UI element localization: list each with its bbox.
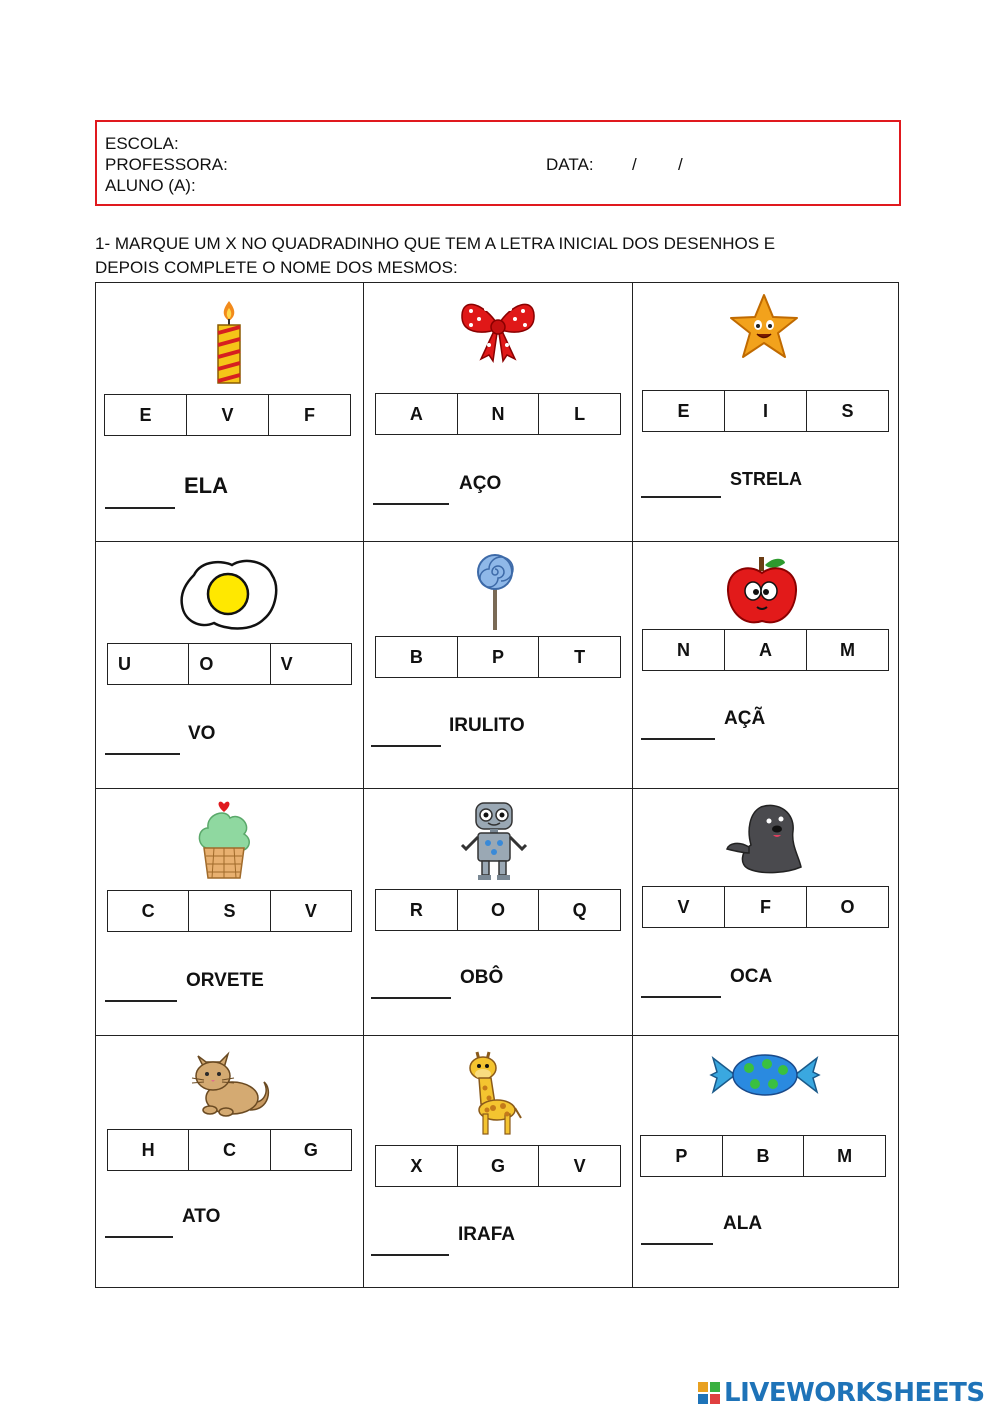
letter-boxes (642, 886, 889, 928)
letter-box[interactable]: F (304, 404, 315, 425)
cat-icon (190, 1048, 272, 1118)
letter-boxes (640, 1135, 886, 1177)
letter-box[interactable]: S (189, 891, 270, 931)
answer-blank[interactable] (641, 996, 721, 998)
cell-robot (364, 789, 633, 1036)
cell-ice-cream (96, 789, 364, 1036)
letter-box[interactable]: V (280, 653, 293, 674)
letter-box[interactable]: O (189, 644, 270, 684)
apple-icon (725, 555, 799, 627)
letter-box[interactable]: E (105, 395, 187, 435)
cell-lollipop (364, 542, 633, 789)
escola-label: ESCOLA: (105, 134, 179, 153)
letter-box[interactable]: Q (572, 899, 587, 920)
star-icon (729, 293, 799, 361)
letter-box[interactable]: T (574, 646, 586, 667)
letter-box[interactable]: P (641, 1136, 723, 1176)
letter-box[interactable]: V (304, 900, 317, 921)
answer-blank[interactable] (641, 496, 721, 498)
letter-boxes (107, 1129, 352, 1171)
letter-box[interactable]: V (187, 395, 269, 435)
letter-box[interactable]: H (108, 1130, 189, 1170)
letter-box[interactable]: F (725, 887, 807, 927)
letter-box[interactable]: R (376, 890, 458, 930)
word-ending: OCA (730, 966, 773, 987)
robot-icon (460, 799, 528, 881)
cell-giraffe (364, 1036, 633, 1287)
letter-box[interactable]: O (840, 896, 855, 917)
word-ending: IRAFA (458, 1224, 515, 1245)
logo-text: LIVEWORKSHEETS (724, 1378, 985, 1408)
word-ending: AÇO (459, 473, 502, 494)
cell-star (633, 283, 899, 542)
answer-blank[interactable] (105, 507, 175, 509)
letter-box[interactable]: B (376, 637, 458, 677)
letter-box[interactable]: N (458, 394, 540, 434)
aluno-label: ALUNO (A): (105, 176, 196, 195)
letter-box[interactable]: L (574, 403, 586, 424)
liveworksheets-logo (698, 1378, 985, 1408)
cell-apple (633, 542, 899, 789)
letter-box[interactable]: O (458, 890, 540, 930)
cell-candy (633, 1036, 899, 1287)
candy-icon (709, 1052, 821, 1098)
letter-box[interactable]: N (643, 630, 725, 670)
letter-boxes (375, 393, 621, 435)
date-slash-1: / (632, 155, 637, 174)
word-ending: ELA (184, 473, 228, 498)
letter-box[interactable]: M (840, 639, 855, 660)
instructions-line-2: DEPOIS COMPLETE O NOME DOS MESMOS: (95, 258, 458, 277)
letter-boxes (107, 643, 352, 685)
answer-blank[interactable] (105, 1236, 173, 1238)
letter-boxes (375, 636, 621, 678)
answer-blank[interactable] (371, 745, 441, 747)
professora-label: PROFESSORA: (105, 155, 228, 174)
letter-box[interactable]: V (573, 1155, 586, 1176)
letter-box[interactable]: B (723, 1136, 805, 1176)
header-box (95, 120, 901, 206)
letter-box[interactable]: P (458, 637, 540, 677)
word-ending: STRELA (730, 469, 802, 489)
egg-icon (180, 557, 280, 633)
bow-icon (459, 295, 537, 363)
exercise-grid (95, 282, 899, 1288)
ice-cream-icon (196, 800, 252, 886)
letter-box[interactable]: C (108, 891, 189, 931)
word-ending: ALA (723, 1213, 763, 1234)
answer-blank[interactable] (641, 738, 715, 740)
giraffe-icon (467, 1048, 523, 1138)
letter-box[interactable]: V (643, 887, 725, 927)
letter-box[interactable]: E (643, 391, 725, 431)
word-ending: IRULITO (449, 715, 525, 736)
cell-candle (96, 283, 364, 542)
instructions (95, 232, 915, 280)
cell-egg (96, 542, 364, 789)
answer-blank[interactable] (371, 997, 451, 999)
letter-boxes (642, 629, 889, 671)
letter-boxes (642, 390, 889, 432)
letter-boxes (375, 889, 621, 931)
logo-mark-icon (698, 1382, 720, 1404)
data-label: DATA: (546, 155, 594, 174)
word-ending: ORVETE (186, 970, 264, 991)
word-ending: AÇÃ (724, 708, 766, 729)
letter-box[interactable]: U (108, 644, 189, 684)
letter-box[interactable]: X (376, 1146, 458, 1186)
letter-boxes (107, 890, 352, 932)
cell-bow (364, 283, 633, 542)
letter-box[interactable]: S (841, 400, 854, 421)
letter-box[interactable]: A (376, 394, 458, 434)
instructions-line-1: 1- MARQUE UM X NO QUADRADINHO QUE TEM A LETRA INICIAL DOS DESENHOS E (95, 234, 776, 253)
answer-blank[interactable] (641, 1243, 713, 1245)
letter-box[interactable]: C (189, 1130, 270, 1170)
letter-boxes (375, 1145, 621, 1187)
lollipop-icon (475, 554, 515, 632)
letter-box[interactable]: A (725, 630, 807, 670)
letter-boxes (104, 394, 351, 436)
answer-blank[interactable] (105, 753, 180, 755)
word-ending: ATO (182, 1206, 221, 1227)
letter-box[interactable]: G (458, 1146, 540, 1186)
cell-seal (633, 789, 899, 1036)
candle-icon (211, 299, 247, 387)
seal-icon (725, 801, 805, 875)
answer-blank[interactable] (371, 1254, 449, 1256)
answer-blank[interactable] (105, 1000, 177, 1002)
word-ending: OBÔ (460, 967, 504, 988)
word-ending: VO (188, 723, 216, 744)
date-slash-2: / (678, 155, 683, 174)
letter-box[interactable]: G (303, 1139, 318, 1160)
letter-box[interactable]: M (837, 1145, 853, 1166)
answer-blank[interactable] (373, 503, 449, 505)
cell-cat (96, 1036, 364, 1287)
letter-box[interactable]: I (725, 391, 807, 431)
